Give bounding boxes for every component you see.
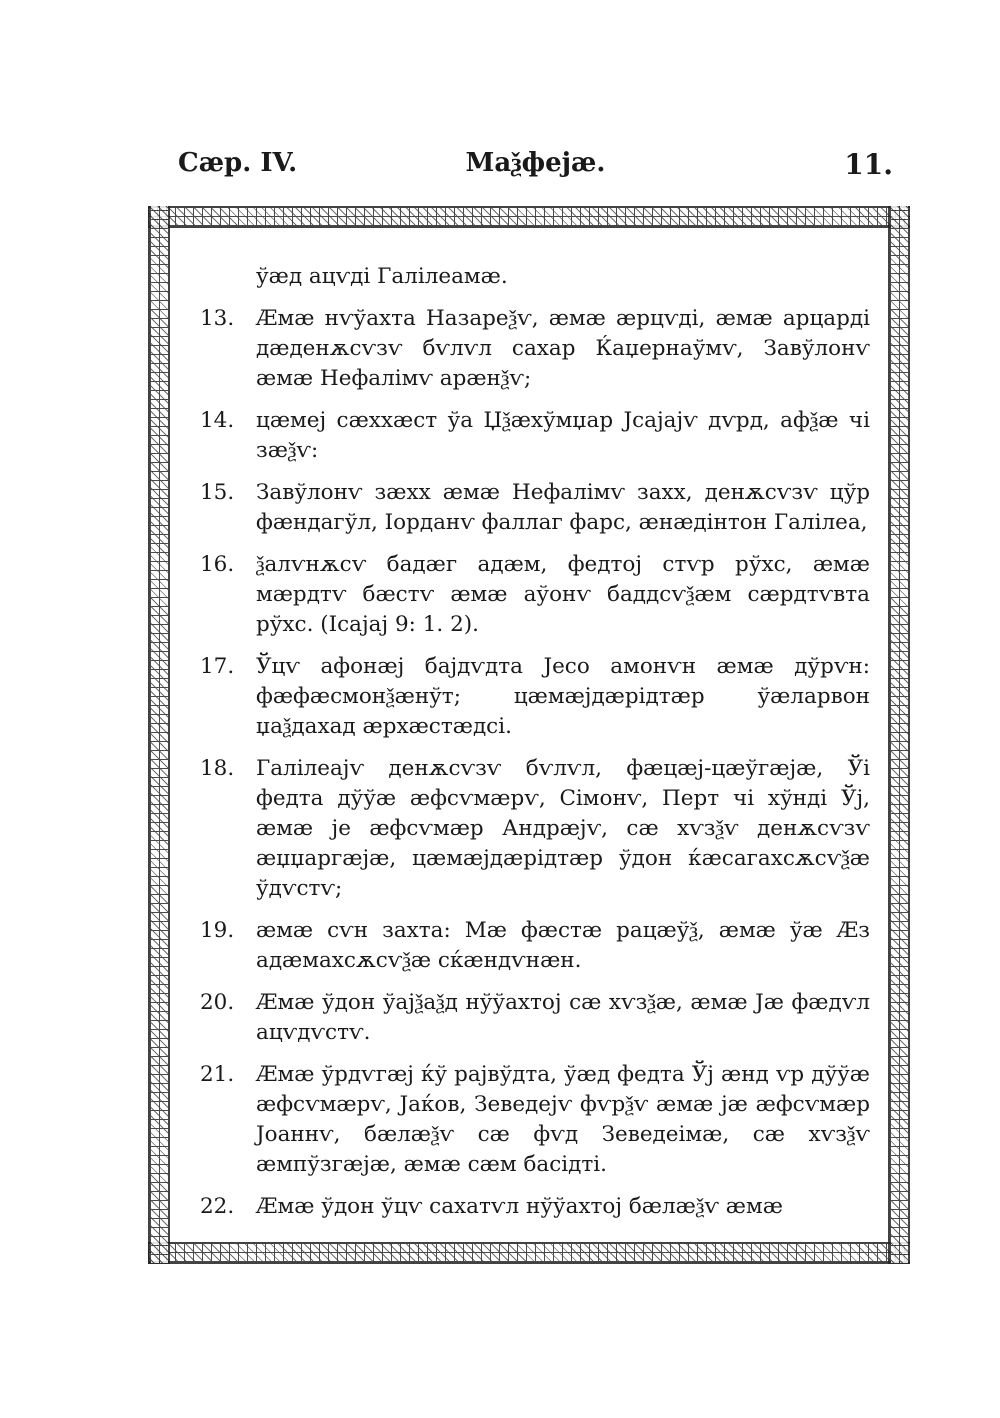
frame-border-bottom	[148, 1242, 910, 1264]
verse-number: 13.	[200, 306, 235, 331]
chapter-label: Сæр. IV.	[178, 148, 298, 178]
verse-number: 19.	[200, 918, 235, 943]
frame-border-right	[888, 206, 910, 1264]
verse-number: 22.	[200, 1194, 235, 1219]
continuation-line: ўæд ацѵді Галілеамæ.	[256, 264, 508, 289]
page-number: 11.	[844, 148, 893, 181]
book-title: Маѯфејæ.	[465, 148, 606, 178]
verse	[200, 478, 870, 538]
verse-text: цæмеј сæххæст ўа Џѯæхўмџар Јсајајѵ дѵрд, афѯæ чі зæѯѵ:	[256, 408, 870, 463]
verse-number: 18.	[200, 756, 235, 781]
verse-number: 20.	[200, 990, 235, 1015]
frame-border-left	[148, 206, 170, 1264]
running-header	[178, 148, 893, 188]
verse-text: Галілеајѵ денѫсѵзѵ бѵлѵл, фæцæј-цæўгæјæ, Ўі федта дўўæ æфсѵмæрѵ, Сімонѵ, Перт чі хўнді Ўј, æмæ је æфсѵмæр Андрæјѵ, сæ хѵзѯѵ денѫсѵзѵ æџџаргæјæ, цæмæјдæрідтæр ўдон ќæсагахсѫсѵѯæ ўдѵстѵ;	[256, 756, 870, 901]
verse-number: 15.	[200, 480, 235, 505]
verse-number: 17.	[200, 654, 235, 679]
verse-text: Æмæ нѵўахта Назареѯѵ, æмæ æрцѵді, æмæ арцарді дæденѫсѵзѵ бѵлѵл сахар Ќаџернаўмѵ, Завўлонѵ æмæ Нефалімѵ арæнѯѵ;	[256, 306, 870, 391]
verse	[200, 754, 870, 904]
verse	[200, 916, 870, 976]
verse	[200, 988, 870, 1048]
verse	[200, 652, 870, 742]
verse	[200, 304, 870, 394]
verse-number: 16.	[200, 552, 235, 577]
verse-text: Завўлонѵ зæхх æмæ Нефалімѵ захх, денѫсѵзѵ цўр фæндагўл, Іорданѵ фаллаг фарс, æнæдінтон Галілеа,	[256, 480, 870, 535]
verse-text: Æмæ ўдон ўајѯаѯд нўўахтој сæ хѵзѯæ, æмæ Јæ фæдѵл ацѵдѵстѵ.	[256, 990, 870, 1045]
verse	[200, 550, 870, 640]
verse	[200, 1192, 870, 1222]
verse-text: Æмæ ўрдѵгæј ќў рајвўдта, ўæд федта Ўј æнд ѵр дўўæ æфсѵмæрѵ, Јаќов, Зеведејѵ фѵрѯѵ æмæ јæ æфсѵмæр Јоаннѵ, бæлæѯѵ сæ фѵд Зеведеімæ, сæ хѵзѯѵ æмпўзгæјæ, æмæ сæм басідті.	[256, 1062, 870, 1177]
verse-text: æмæ сѵн захта: Мæ фæстæ рацæўѯ, æмæ ўæ Æз адæмахсѫсѵѯæ сќæндѵнæн.	[256, 918, 870, 973]
verse-text: Ўцѵ афонæј бајдѵдта Јесо амонѵн æмæ дўрѵн: фæфæсмонѯæнўт; цæмæјдæрідтæр ўæларвон џаѯдахад æрхæстæдсі.	[256, 654, 870, 739]
verse-text: Æмæ ўдон ўцѵ сахатѵл нўўахтој бæлæѯѵ æмæ	[256, 1194, 783, 1219]
scripture-text	[200, 262, 870, 1234]
frame-border-top	[148, 206, 910, 228]
verse-number: 14.	[200, 408, 235, 433]
verse-text: ѯалѵнѫсѵ бадæг адæм, федтој стѵр рўхс, æмæ мæрдтѵ бæстѵ æмæ аўонѵ баддсѵѯæм сæрдтѵвта рўхс. (Ісајај 9: 1. 2).	[256, 552, 870, 637]
verse	[200, 1060, 870, 1180]
verse	[200, 406, 870, 466]
verse-number: 21.	[200, 1062, 235, 1087]
